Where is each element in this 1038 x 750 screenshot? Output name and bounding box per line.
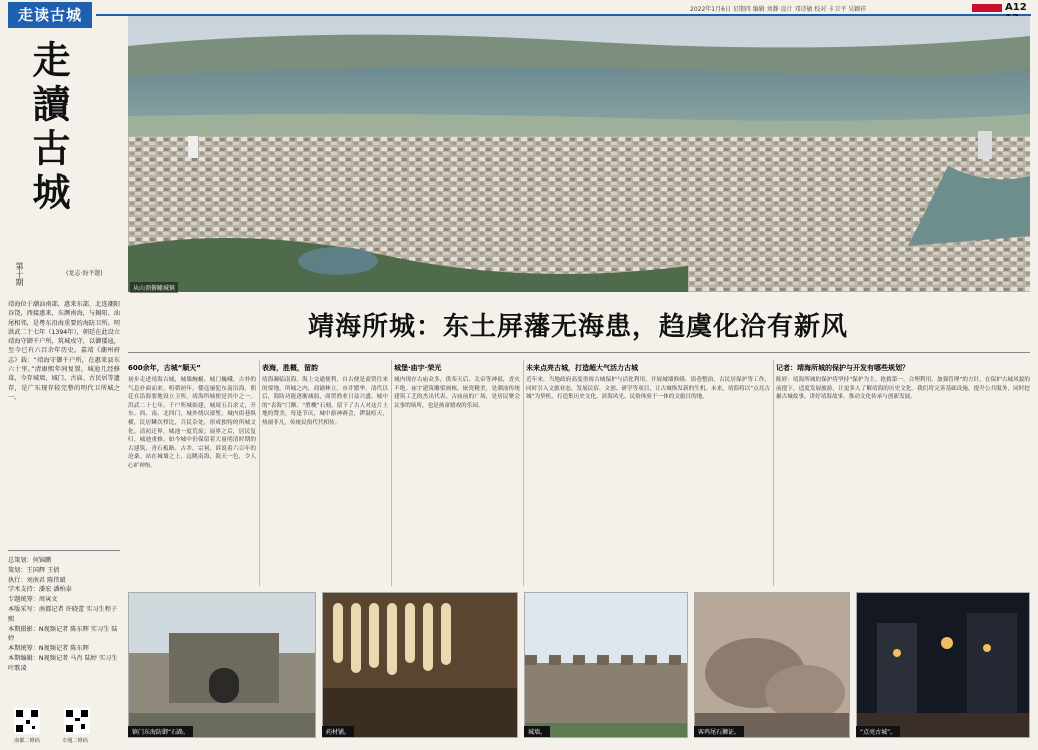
calligraphy-signature: (龙志·海平题) — [66, 270, 103, 277]
section-heading: 城堡·庙宇·荣光 — [394, 364, 442, 372]
page-headline: 靖海所城：东土屏藩无海患，趋虞化洽有新风 — [307, 312, 848, 342]
article-column-3 — [394, 360, 520, 586]
section-body: 城内现存古庙众多，供奉天后、关帝等神祇，香火不绝。庙宇建筑雕梁画栋，嵌瓷精美，是潮汕传统建筑工艺的杰出代表。古庙前的广场，是居民聚会议事的场所，也是孩童嬉戏的乐园。 — [394, 377, 520, 409]
staff-rule — [8, 550, 120, 551]
staff-line: 执行：刘南君 陈伟斌 — [8, 576, 66, 584]
masthead-title: 走讀古城 — [26, 40, 71, 216]
photo-caption: 城墙。 — [524, 726, 550, 737]
photo-night-town — [856, 592, 1030, 738]
issue-number: 第十期 — [15, 262, 24, 286]
photo-caption: 客鸡尾石狮证。 — [694, 726, 744, 737]
staff-line: 专题统筹：周寅文 — [8, 596, 58, 604]
staff-line: 策划：王国辉 王倩 — [8, 566, 60, 574]
headline-rule — [128, 352, 1030, 353]
column-divider — [259, 360, 260, 586]
staff-line: 本期摄影：N视频记者 陈东辉 实习生 陆婷 — [8, 625, 118, 643]
section-heading: 表海，胜概，留韵 — [262, 364, 318, 372]
hero-photo — [128, 16, 1030, 292]
section-body: 靖海濒临南海，海上交通便利，自古便是商贸往来的要地。所城之内，商铺林立，市井繁华。清代以后，海防功能逐渐减弱，商贸渔业日益兴盛。城中的“表海”门额、“胜概”石刻，留下了古人对这片土地的赞美。每逢节庆，城中游神赛会，锣鼓喧天，热闹非凡，传统民俗代代相传。 — [262, 377, 388, 426]
staff-line: 本期统筹：N视频记者 陈东辉 — [8, 645, 89, 653]
qr-label-left: 南都二维码 — [14, 738, 40, 744]
date-line: 2022年1月6日 星期四 编辑 刘静 设计 邓诗敏 校对 卡卫平 吴颖祥 — [690, 6, 867, 13]
photo-town-gate — [128, 592, 316, 738]
section-heading: 未来点亮古城，打造超大气活力古城 — [526, 364, 638, 372]
article-column-4 — [526, 360, 770, 586]
qr-code-right[interactable] — [64, 708, 90, 734]
page-number: A12 — [1005, 2, 1027, 13]
section-tag: 走读古城 — [8, 2, 92, 28]
section-body: 初步走进靖海古城，城墙蜿蜒、城门巍峨，古朴的气息扑面而来。明朝初年，倭寇屡犯东南沿海，朝廷在沿海要地设立卫所，靖海所城便是其中之一。洪武二十七年，千户所城始建，城周五百余丈，开东、西、南、北四门，城外绕以濠堑。城内街巷纵横，民居鳞次栉比，兵民杂处，形成独特的所城文化。清初迁界，城池一度荒废；展界之后，居民复归，城池重修。如今城中仍保留着大量明清时期的古建筑，青石板路、古井、宗祠，诉说着六百年的沧桑。站在城墙之上，远眺南海，海天一色，令人心旷神怡。 — [128, 377, 256, 469]
staff-line: 本版采写：南都记者 许晓蕾 实习生程子熙 — [8, 605, 118, 623]
column-divider — [523, 360, 524, 586]
photo-caption: 药材铺。 — [322, 726, 354, 737]
photo-herb-shop — [322, 592, 518, 738]
qr-label-right: 专题二维码 — [62, 738, 88, 744]
column-divider — [773, 360, 774, 586]
aerial-town-illustration — [128, 16, 1030, 292]
article-column-2 — [262, 360, 388, 586]
column-divider — [391, 360, 392, 586]
photo-city-wall — [524, 592, 688, 738]
photo-caption: “点亮古城”。 — [856, 726, 900, 737]
color-tag — [972, 4, 1002, 12]
section-heading: 记者：靖海所城的保护与开发有哪些规划？ — [776, 364, 909, 372]
section-heading: 600余年，古城“顺天” — [128, 364, 201, 372]
article-column-5 — [776, 360, 1030, 586]
section-body: 近年来，当地政府高度重视古城保护与活化利用，开展城墙修缮、街巷整治、古民居保护等工作，同时引入文旅业态，发展民宿、文创、研学等项目，让古城焕发新的生机。未来，靖海将以“点亮古城”为契机，打造集历史文化、滨海风光、民俗体验于一体的文旅目的地。 — [526, 377, 770, 401]
staff-line: 本期编辑：N视频记者 马肖 陆婷 实习生 叶歌凌 — [8, 654, 118, 672]
photo-stone-lion — [694, 592, 850, 738]
staff-list — [8, 556, 120, 674]
qr-code-left[interactable] — [14, 708, 40, 734]
intro-text: 靖海位于潮汕南部，惠来东部，北连潮阳谷饶，西接惠来，东濒南海，与揭阳、汕尾相邻，是粤东沿海重要的海防卫所。明洪武二十七年（1394年），朝廷在此设立靖海守御千户所，筑城戍守，以御倭寇，至今已有六百余年历史。嘉靖《潮州府志》载：“靖海守御千户所，在惠来县东六十里。”清康熙年间复置，城池几经修葺，今存城墙、城门、古庙、古民居等遗存，是广东现存较完整的明代卫所城之一。 — [8, 301, 120, 401]
staff-line: 学术支持：潘宏 潘柏泰 — [8, 586, 72, 594]
hero-caption: 从山顶俯瞰城镇 — [130, 282, 178, 293]
article-column-1 — [128, 360, 256, 586]
section-body: 陈婷：靖海所城的保护将坚持“保护为主、抢救第一、合理利用、加强管理”的方针，在保护古城风貌的前提下，适度发展旅游，让更多人了解靖海的历史文化。我们将完善基础设施，提升公共服务，同时挖掘古城故事，讲好靖海故事，推动文化传承与创新发展。 — [776, 377, 1030, 401]
photo-caption: 镇门东海防御“石路。 — [128, 726, 193, 737]
staff-line: 总策划：何锦鹏 — [8, 557, 52, 564]
